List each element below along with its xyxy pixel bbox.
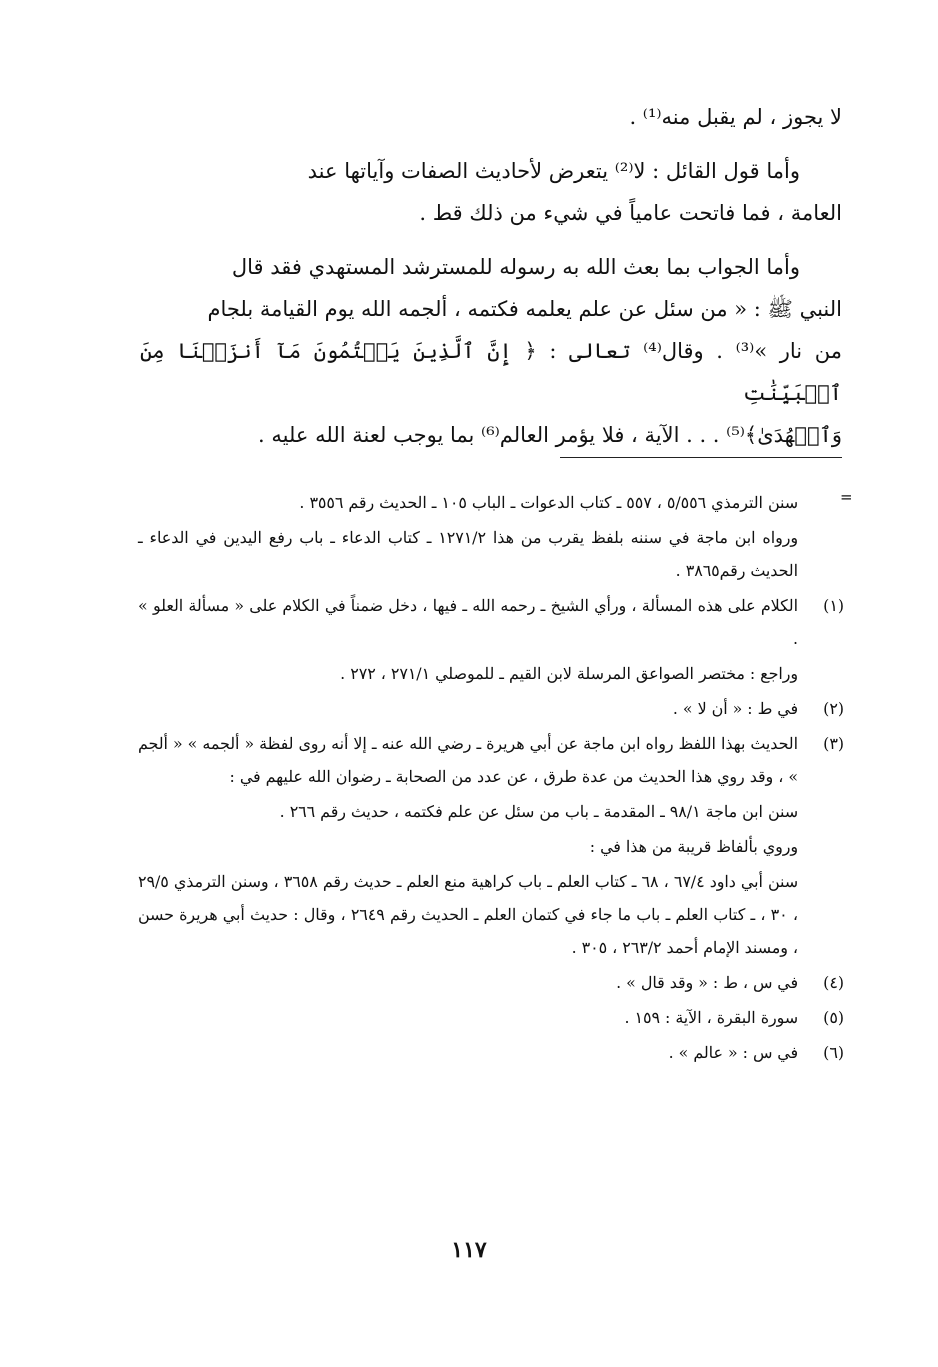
footnote-3-continued-2: وروي بألفاظ قريبة من هذا في : xyxy=(589,837,798,856)
footnotes xyxy=(138,486,844,1071)
footnote-number: (٤) xyxy=(823,973,844,992)
paragraph-3-line-1: وأما الجواب بما بعث الله به رسوله للمسترشد المستهدي فقد قال xyxy=(231,255,800,279)
footnote-text: الحديث بهذا اللفظ رواه ابن ماجة عن أبي هريرة ـ رضي الله عنه ـ إلا أنه روى لفظة « ألجمه » « ألجم » ، وقد روي هذا الحديث من عدة طرق ، عن عدد من الصحابة ـ رضوان الله عليهم في : xyxy=(138,734,798,786)
footnote-number: (٣) xyxy=(823,734,844,753)
page-number: ١١٧ xyxy=(451,1237,487,1263)
footnote-separator xyxy=(560,457,842,458)
footnote-text: الكلام على هذه المسألة ، ورأي الشيخ ـ رحمه الله ـ فيها ، دخل ضمناً في الكلام على « مسألة العلو » . xyxy=(138,596,798,648)
continuation-mark: = xyxy=(840,488,853,506)
footnote-1 xyxy=(138,589,844,655)
paragraph-3-line-2: النبي ﷺ : « من سئل عن علم يعلمه فكتمه ، ألجمه الله يوم القيامة بلجام xyxy=(207,297,842,321)
main-text xyxy=(140,96,842,456)
footnote-continued-2: ورواه ابن ماجة في سننه بلفظ يقرب من هذا ١٢٧١/٢ ـ كتاب الدعاء ـ باب رفع اليدين في الدعاء ـ الحديث رقم٣٨٦٥ . xyxy=(138,528,798,580)
paragraph-3-line-4: وَٱلۡهُدَىٰ﴾⁽⁵⁾ . . . الآية ، فلا يؤمر العالم⁽⁶⁾ بما يوجب لعنة الله عليه . xyxy=(258,423,842,447)
footnote-number: (١) xyxy=(823,596,844,615)
paragraph-3-line-3: من نار »⁽³⁾ . وقال⁽⁴⁾ تعالى : ﴿ إِنَّ ٱلَّذِينَ يَكۡتُمُونَ مَآ أَنزَلۡنَا مِنَ ٱلۡبَيِّنَٰتِ xyxy=(140,339,842,405)
paragraph-1: لا يجوز ، لم يقبل منه⁽¹⁾ . xyxy=(629,105,842,129)
footnote-3-continued-1: سنن ابن ماجة ٩٨/١ ـ المقدمة ـ باب من سئل عن علم فكتمه ، حديث رقم ٢٦٦ . xyxy=(279,802,798,821)
footnote-number: (٢) xyxy=(823,699,844,718)
footnote-2 xyxy=(138,692,844,725)
footnote-3 xyxy=(138,727,844,793)
footnote-text: في ط : « أن لا » . xyxy=(672,699,798,718)
paragraph-2-line-2: العامة ، فما فاتحت عامياً في شيء من ذلك قط . xyxy=(419,201,842,225)
footnote-3-continued-3: سنن أبي داود ٦٧/٤ ، ٦٨ ـ كتاب العلم ـ باب كراهية منع العلم ـ حديث رقم ٣٦٥٨ ، وسنن الترمذي ٢٩/٥ ، ٣٠ ، ـ كتاب العلم ـ باب ما جاء في كتمان العلم ـ الحديث رقم ٢٦٤٩ ، وقال : حديث أبي هريرة حسن ، ومسند الإمام أحمد ٢٦٣/٢ ، ٣٠٥ . xyxy=(138,872,798,957)
footnote-text: في س : « عالم » . xyxy=(668,1043,798,1062)
footnote-5 xyxy=(138,1001,844,1034)
footnote-1-continued: وراجع : مختصر الصواعق المرسلة لابن القيم ـ للموصلي ٢٧١/١ ، ٢٧٢ . xyxy=(340,664,798,683)
footnote-text: سورة البقرة ، الآية : ١٥٩ . xyxy=(624,1008,798,1027)
footnote-6 xyxy=(138,1036,844,1069)
footnote-number: (٦) xyxy=(823,1043,844,1062)
footnote-text: في س ، ط : « وقد قال » . xyxy=(616,973,798,992)
paragraph-2-line-1: وأما قول القائل : لا⁽²⁾ يتعرض لأحاديث الصفات وآياتها عند xyxy=(307,159,800,183)
footnote-number: (٥) xyxy=(823,1008,844,1027)
footnote-4 xyxy=(138,966,844,999)
footnote-continued-1: سنن الترمذي ٥/٥٥٦ ، ٥٥٧ ـ كتاب الدعوات ـ الباب ١٠٥ ـ الحديث رقم ٣٥٥٦ . xyxy=(299,493,798,512)
